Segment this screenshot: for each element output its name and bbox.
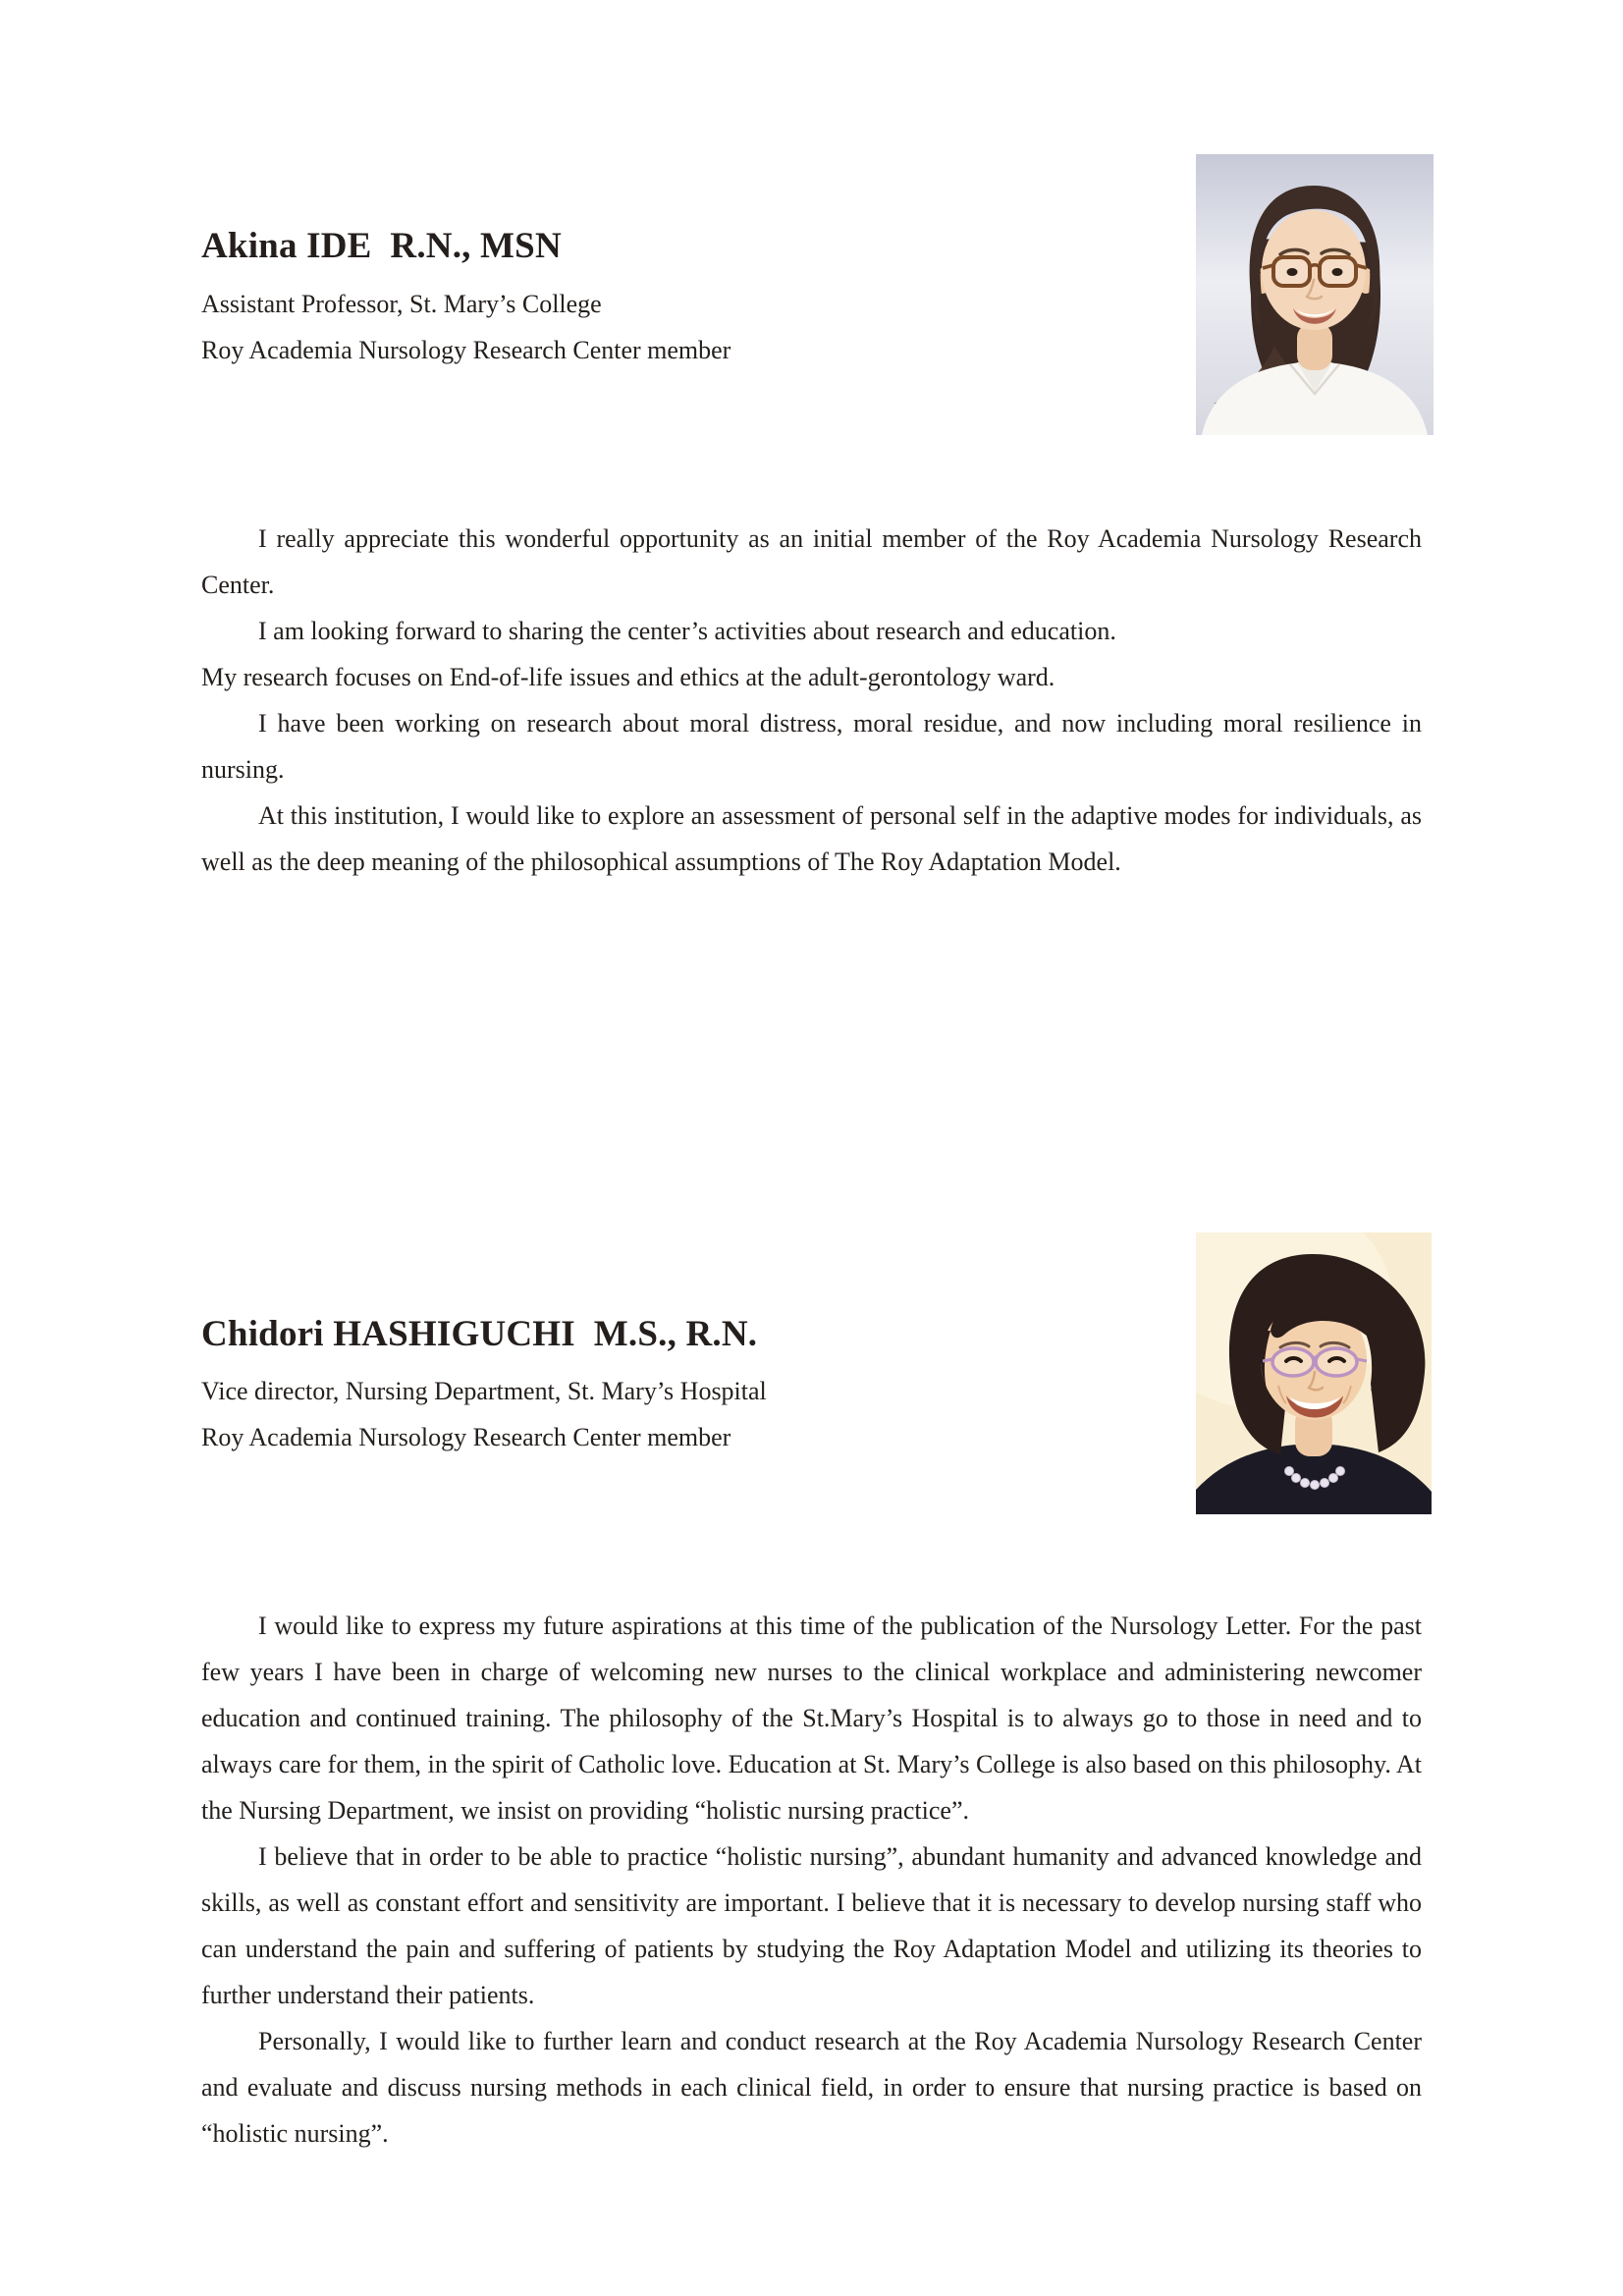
profile-name-akina-ide: Akina IDE R.N., MSN bbox=[201, 226, 562, 266]
profile-photo-chidori-hashiguchi bbox=[1196, 1232, 1432, 1514]
bio-akina-ide bbox=[201, 516, 1422, 885]
profile-title-line: Vice director, Nursing Department, St. Mary’s Hospital bbox=[201, 1377, 767, 1405]
profile-photo-akina-ide bbox=[1196, 154, 1434, 435]
bio-paragraph: I have been working on research about moral distress, moral residue, and now including moral resilience in nursing. bbox=[201, 709, 1422, 784]
portrait-illustration-akina-ide bbox=[1196, 154, 1434, 435]
profile-name-chidori-hashiguchi: Chidori HASHIGUCHI M.S., R.N. bbox=[201, 1314, 758, 1354]
bio-paragraph: I believe that in order to be able to practice “holistic nursing”, abundant humanity and advanced knowledge and skills, as well as constant effort and sensitivity are important. I believe that it is necessary to develop nursing staff who can understand the pain and suffering of patients by studying the Roy Adaptation Model and utilizing its theories to further understand their patients. bbox=[201, 1842, 1422, 2009]
bio-paragraph: I would like to express my future aspirations at this time of the publication of the Nursology Letter. For the past few years I have been in charge of welcoming new nurses to the clinical workplace and administering newcomer education and continued training. The philosophy of the St.Mary’s Hospital is to always go to those in need and to always care for them, in the spirit of Catholic love. Education at St. Mary’s College is also based on this philosophy. At the Nursing Department, we insist on providing “holistic nursing practice”. bbox=[201, 1612, 1422, 1825]
bio-chidori-hashiguchi bbox=[201, 1603, 1422, 2157]
profile-titles-akina-ide bbox=[201, 281, 730, 373]
bio-paragraph: I really appreciate this wonderful opportunity as an initial member of the Roy Academia Nursology Research Center. bbox=[201, 524, 1422, 599]
bio-paragraph: I am looking forward to sharing the center’s activities about research and education. bbox=[258, 617, 1116, 645]
bio-paragraph: My research focuses on End-of-life issues and ethics at the adult-gerontology ward. bbox=[201, 663, 1055, 691]
profile-title-line: Roy Academia Nursology Research Center member bbox=[201, 336, 731, 364]
bio-paragraph: At this institution, I would like to explore an assessment of personal self in the adaptive modes for individuals, as well as the deep meaning of the philosophical assumptions of The Roy Adaptation Model. bbox=[201, 801, 1422, 876]
bio-paragraph: Personally, I would like to further learn and conduct research at the Roy Academia Nursology Research Center and evaluate and discuss nursing methods in each clinical field, in order to ensure that nursing practice is based on “holistic nursing”. bbox=[201, 2027, 1422, 2148]
portrait-illustration-chidori-hashiguchi bbox=[1196, 1232, 1432, 1514]
profile-titles-chidori-hashiguchi bbox=[201, 1368, 767, 1460]
profile-title-line: Assistant Professor, St. Mary’s College bbox=[201, 290, 602, 318]
profile-title-line: Roy Academia Nursology Research Center member bbox=[201, 1423, 731, 1451]
